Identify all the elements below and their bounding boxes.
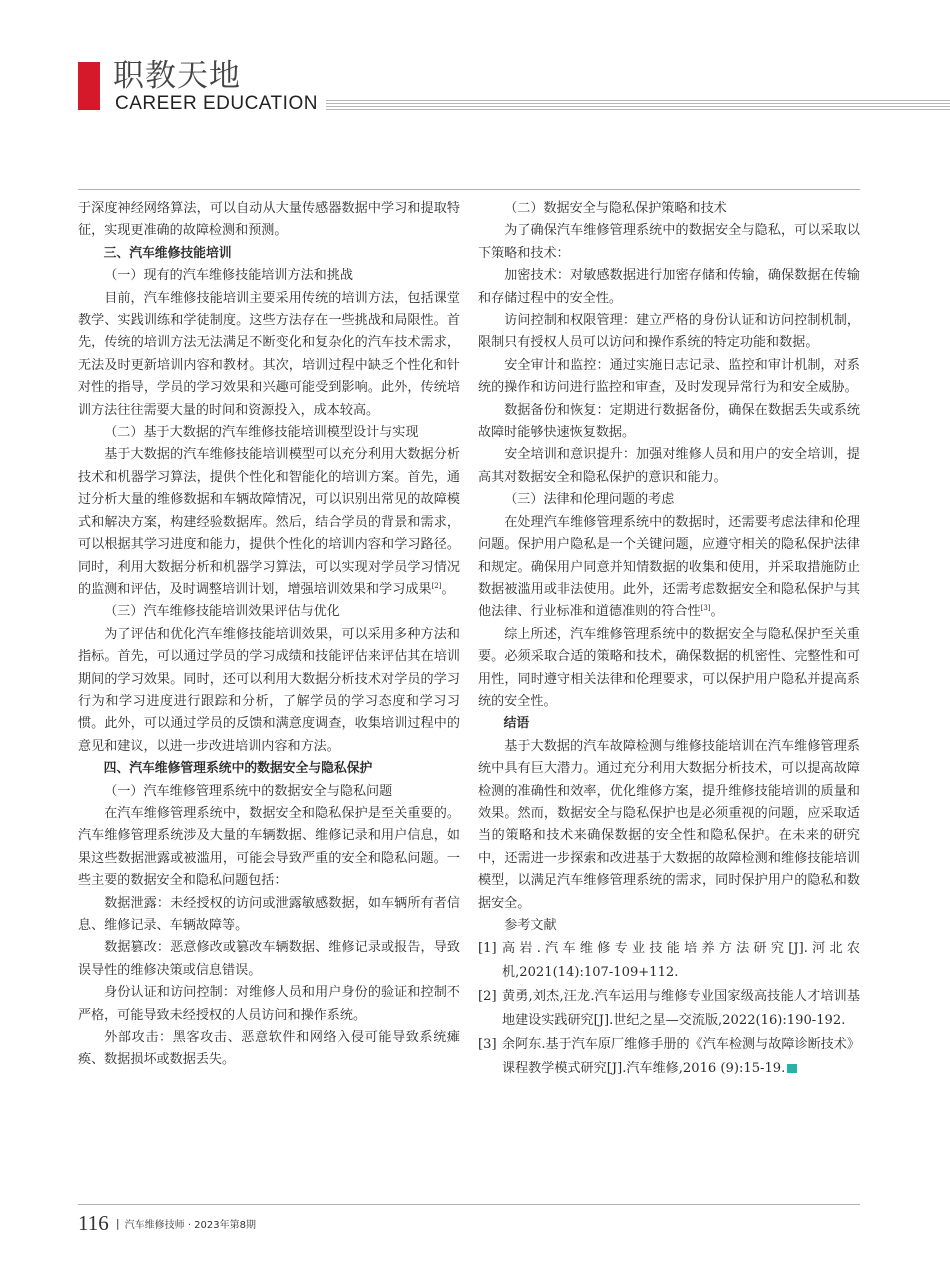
- top-divider: [78, 189, 860, 190]
- citation-mark: [3]: [700, 604, 711, 613]
- paragraph: 为了确保汽车维修管理系统中的数据安全与隐私，可以采取以下策略和技术：: [478, 223, 860, 261]
- reference-number: [2]: [478, 989, 497, 1005]
- reference-text-content: 余阿东.基于汽车原厂维修手册的《汽车检测与故障诊断技术》课程教学模式研究[J].汽车维修,2016 (9):15-19.: [502, 1037, 860, 1077]
- reference-number: [1]: [478, 941, 497, 957]
- paragraph: [478, 512, 860, 624]
- subsection-heading: （一）汽车维修管理系统中的数据安全与隐私问题: [104, 783, 393, 799]
- reference-item: [478, 1033, 860, 1081]
- subsection-heading: （三）法律和伦理问题的考虑: [504, 492, 675, 508]
- footer-separator: |: [115, 1217, 120, 1230]
- page-footer: [78, 1211, 256, 1236]
- paragraph-end: 。: [441, 581, 455, 597]
- article-end-icon: [787, 1064, 797, 1073]
- paragraph-end: 。: [710, 604, 724, 620]
- citation-mark: [2]: [431, 581, 442, 590]
- paragraph: 外部攻击：黑客攻击、恶意软件和网络入侵可能导致系统瘫痪、数据损坏或数据丢失。: [78, 1030, 460, 1068]
- reference-text: 高岩.汽车维修专业技能培养方法研究[J].河北农机,2021(14):107-109+112.: [502, 941, 860, 981]
- right-column: [478, 198, 860, 1081]
- paragraph: 数据备份和恢复：定期进行数据备份，确保在数据丢失或系统故障时能够快速恢复数据。: [478, 402, 860, 441]
- section-heading: 结语: [503, 716, 530, 732]
- paragraph: 身份认证和访问控制：对维修人员和用户身份的验证和控制不严格，可能导致未经授权的人员访问和操作系统。: [78, 985, 460, 1023]
- section-heading: 四、汽车维修管理系统中的数据安全与隐私保护: [103, 761, 373, 777]
- paragraph: 基于大数据的汽车故障检测与维修技能培训在汽车维修管理系统中具有巨大潜力。通过充分利用大数据分析技术，可以提高故障检测的准确性和效率，优化维修方案，提升维修技能培训的质量和效果。然而，数据安全与隐私保护也是必须重视的问题，应采取适当的策略和技术来确保数据的安全性和隐私保护。在未来的研究中，还需进一步探索和改进基于大数据的故障检测和维修技能培训模型，以满足汽车维修管理系统的需求，同时保护用户的隐私和数据安全。: [478, 738, 860, 911]
- subsection-heading: （三）汽车维修技能培训效果评估与优化: [104, 604, 340, 620]
- reference-text: [502, 1033, 860, 1081]
- paragraph: 在汽车维修管理系统中，数据安全和隐私保护是至关重要的。汽车维修管理系统涉及大量的车辆数据、维修记录和用户信息，如果这些数据泄露或被滥用，可能会导致严重的安全和隐私问题。一些主要的数据安全和隐私问题包括：: [78, 805, 460, 889]
- section-title: 职教天地: [113, 58, 241, 94]
- paragraph: 目前，汽车维修技能培训主要采用传统的培训方法，包括课堂教学、实践训练和学徒制度。这些方法存在一些挑战和局限性。首先，传统的培训方法无法满足不断变化和复杂化的汽车技术需求，无法及时更新培训内容和教材。其次，培训过程中缺乏个性化和针对性的指导，学员的学习效果和兴趣可能受到影响。此外，传统培训方法往往需要大量的时间和资源投入，成本较高。: [78, 290, 460, 418]
- reference-text: 黄勇,刘杰,汪龙.汽车运用与维修专业国家级高技能人才培训基地建设实践研究[J].世纪之星—交流版,2022(16):190-192.: [502, 989, 860, 1029]
- references-title: 参考文献: [504, 918, 557, 933]
- paragraph-text: 基于大数据的汽车维修技能培训模型可以充分利用大数据分析技术和机器学习算法，提供个性化和智能化的培训方案。首先，通过分析大量的维修数据和车辆故障情况，可以识别出常见的故障模式和解决方案，构建经验数据库。然后，结合学员的背景和需求，可以根据其学习进度和能力，提供个性化的培训内容和学习路径。同时，利用大数据分析和机器学习算法，可以实现对学员学习情况的监测和评估，及时调整培训计划，增强培训效果和学习成果: [78, 447, 460, 597]
- subsection-heading: （二）数据安全与隐私保护策略和技术: [504, 201, 727, 216]
- paragraph: 安全培训和意识提升：加强对维修人员和用户的安全培训，提高其对数据安全和隐私保护的意识和能力。: [478, 447, 860, 485]
- paragraph: 加密技术：对敏感数据进行加密存储和传输，确保数据在传输和存储过程中的安全性。: [478, 268, 860, 306]
- reference-number: [3]: [478, 1037, 497, 1053]
- header-accent-bar: [78, 62, 100, 110]
- paragraph: 于深度神经网络算法，可以自动从大量传感器数据中学习和提取特征，实现更准确的故障检测和预测。: [78, 201, 460, 239]
- paragraph: 为了评估和优化汽车维修技能培训效果，可以采用多种方法和指标。首先，可以通过学员的学习成绩和技能评估来评估其在培训期间的学习效果。同时，还可以利用大数据分析技术对学员的学习行为和学习进度进行跟踪和分析，了解学员的学习态度和学习习惯。此外，可以通过学员的反馈和满意度调查，收集培训过程中的意见和建议，以进一步改进培训内容和方法。: [78, 626, 460, 754]
- paragraph: 访问控制和权限管理：建立严格的身份认证和访问控制机制，限制只有授权人员可以访问和操作系统的特定功能和数据。: [478, 313, 860, 351]
- paragraph: 综上所述，汽车维修管理系统中的数据安全与隐私保护至关重要。必须采取合适的策略和技术，确保数据的机密性、完整性和可用性，同时遵守相关法律和伦理要求，可以保护用户隐私并提高系统的安全性。: [478, 626, 860, 709]
- bottom-divider: [78, 1204, 860, 1205]
- subsection-heading: （二）基于大数据的汽车维修技能培训模型设计与实现: [104, 425, 419, 441]
- paragraph: 安全审计和监控：通过实施日志记录、监控和审计机制，对系统的操作和访问进行监控和审查，及时发现异常行为和安全威胁。: [478, 357, 860, 396]
- reference-item: [478, 985, 860, 1033]
- left-column: [78, 198, 460, 1072]
- subsection-heading: （一）现有的汽车维修技能培训方法和挑战: [104, 268, 353, 284]
- paragraph: 数据篡改：恶意修改或篡改车辆数据、维修记录或报告，导致误导性的维修决策或信息错误。: [78, 940, 460, 978]
- paragraph: [78, 444, 460, 601]
- reference-item: [478, 937, 860, 985]
- section-subtitle: CAREER EDUCATION: [115, 93, 318, 114]
- section-heading: 三、汽车维修技能培训: [103, 245, 232, 261]
- paragraph-text: 在处理汽车维修管理系统中的数据时，还需要考虑法律和伦理问题。保护用户隐私是一个关键问题，应遵守相关的隐私保护法律和规定。确保用户同意并知情数据的收集和使用，并采取措施防止数据被滥用或非法使用。此外，还需考虑数据安全和隐私保护与其他法律、行业标准和道德准则的符合性: [478, 514, 860, 620]
- page-number: 116: [78, 1211, 109, 1235]
- references-list: [478, 937, 860, 1081]
- header-decorative-lines: [326, 100, 950, 111]
- paragraph: 数据泄露：未经授权的访问或泄露敏感数据，如车辆所有者信息、维修记录、车辆故障等。: [78, 895, 460, 933]
- journal-name: 汽车维修技师 · 2023年第8期: [124, 1220, 256, 1231]
